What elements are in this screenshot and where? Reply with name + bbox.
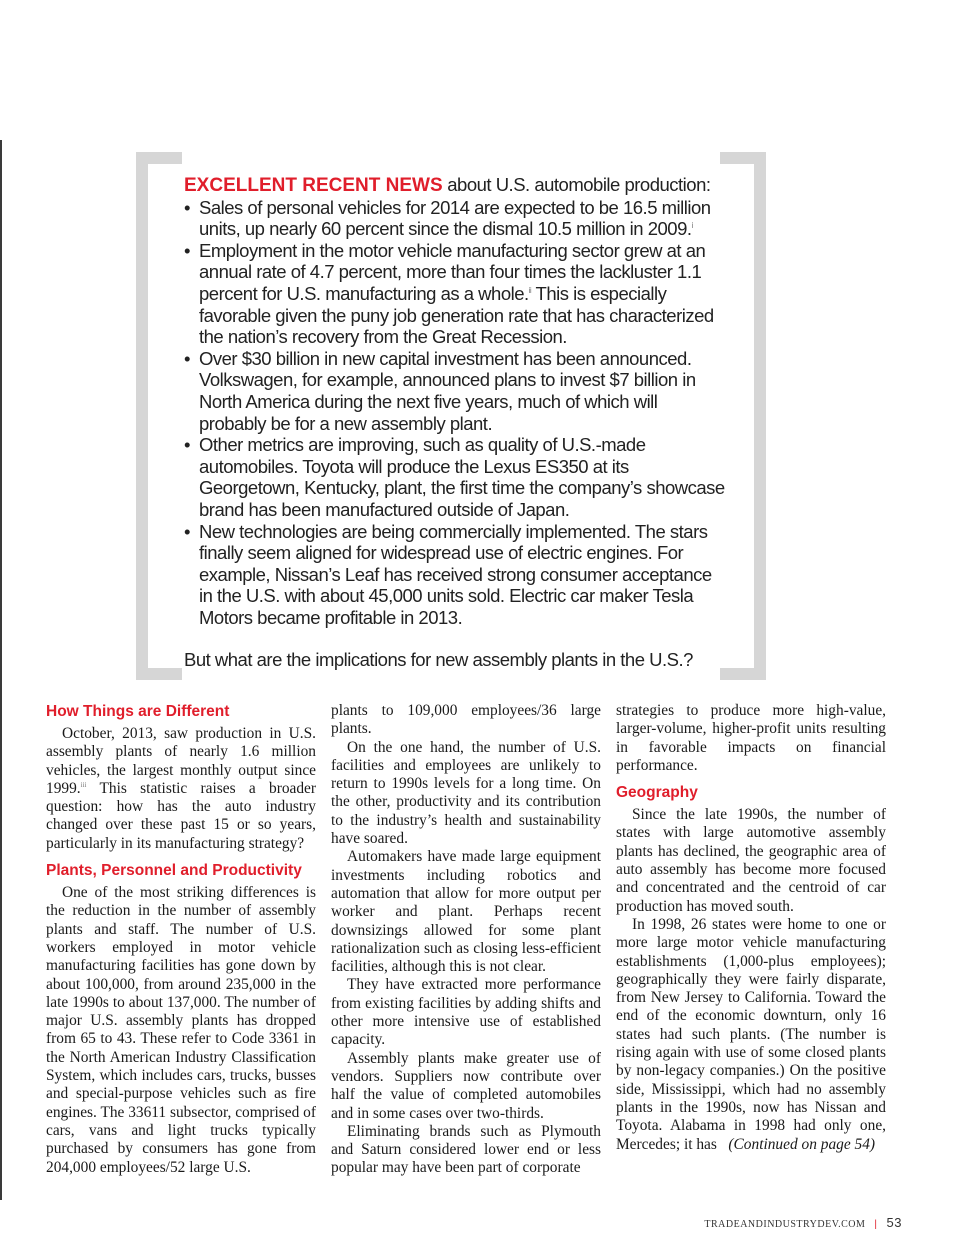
sidebar-bullet: [184, 240, 728, 348]
footer-separator: |: [874, 1219, 878, 1230]
article-paragraph-continued: strategies to produce more high-value, larger-volume, higher-profit units resulting in favorable impacts on financial performance.: [616, 702, 886, 774]
article-paragraph: They have extracted more performance from existing facilities by adding shifts and other more intensive use of established capacity.: [331, 976, 601, 1049]
sidebar-closing-question: But what are the implications for new assembly plants in the U.S.?: [184, 649, 693, 671]
sidebar-bullet: [184, 197, 728, 240]
bullet-text: Over $30 billion in new capital investment has been announced. Volkswagen, for example, announced plans to invest $7 billion in North America during the next five years, much of which will probably be for a new assembly plant.: [199, 347, 696, 434]
page-edge-mark: [0, 140, 2, 1200]
article-column-3: [616, 702, 886, 1154]
bullet-text: New technologies are being commercially implemented. The stars finally seem aligned for widespread use of electric engines. For example, Nissan’s Leaf has received strong consumer acceptance in the U.S. with about 45,000 units sold. Electric car maker Tesla Motors became profitable in 2013.: [199, 520, 712, 628]
news-sidebar: [184, 174, 728, 671]
paragraph-text: This statistic raises a broader question: how has the auto industry changed over these past 15 or so years, particularly in its manufacturing strategy?: [46, 779, 316, 852]
sidebar-headline: [184, 174, 728, 197]
footnote-ref: ii: [528, 285, 532, 295]
paragraph-text: October, 2013, saw production in U.S. assembly plants of nearly 1.6 million vehicles, the largest monthly output since 1999.: [46, 725, 316, 797]
article-paragraph: On the one hand, the number of U.S. facilities and employees are unlikely to return to 1990s levels for a long time. On the other, productivity and its contribution to the industry’s health and sustainability have soared.: [331, 738, 601, 848]
bullet-text: Sales of personal vehicles for 2014 are expected to be 16.5 million units, up nearly 60 percent since the dismal 10.5 million in 2009.: [199, 196, 711, 240]
article-paragraph: Assembly plants make greater use of vendors. Suppliers now contribute over half the value of completed automobiles and in some cases over two-thirds.: [331, 1049, 601, 1122]
paragraph-text: In 1998, 26 states were home to one or more large motor vehicle manufacturing establishments (1,000-plus employees); geographically they were fairly disparate, from New Jersey to California. Toward the end of the economic downturn, only 16 states had such plants. (The number is rising again with use of some closed plants by non-legacy companies.) On the positive side, Mississippi, which had no assembly plants in the 1990s, now has Nissan and Toyota. Alabama in 1998 had only one, Mercedes; it has: [616, 915, 886, 1153]
article-paragraph: Automakers have made large equipment investments including robotics and automation that allow for more output per worker and plant. Perhaps recent downsizings allowed for some plant rationalization such as closing less-efficient facilities, although this is not clear.: [331, 848, 601, 976]
footnote-ref: iii: [80, 780, 87, 789]
sidebar-bullet-list: [184, 197, 728, 629]
sidebar-bullet: [184, 434, 728, 520]
page-footer: [704, 1215, 902, 1230]
sidebar-headline-text: about U.S. automobile production:: [442, 174, 711, 195]
page-number: 53: [886, 1215, 902, 1230]
article-paragraph: Since the late 1990s, the number of states with large automotive assembly plants has declined, the geographic area of auto assembly has become more focused and concentrated and the centroid of car production has moved south.: [616, 806, 886, 915]
sidebar-left-bracket: [136, 152, 182, 680]
sidebar-bullet: [184, 348, 728, 434]
section-heading-how-things-are-different: How Things are Different: [46, 703, 230, 720]
continued-on-page-note: (Continued on page 54): [728, 1135, 876, 1153]
section-heading-plants-personnel: Plants, Personnel and Productivity: [46, 862, 302, 880]
article-paragraph: Eliminating brands such as Plymouth and Saturn considered lower end or less popular may have been part of corporate: [331, 1122, 601, 1177]
bullet-text-tail: This is especially favorable given the puny job generation rate that has characterized the nation’s recovery from the Great Recession.: [199, 282, 714, 348]
sidebar-headline-highlight: EXCELLENT RECENT NEWS: [184, 175, 443, 196]
bullet-text: Employment in the motor vehicle manufacturing sector grew at an annual rate of 4.7 percent, more than four times the lackluster 1.1 percent for U.S. manufacturing as a whole.: [199, 239, 706, 304]
sidebar-bullet: [184, 521, 728, 629]
article-column-2: [331, 702, 601, 1178]
section-heading-geography: Geography: [616, 784, 698, 802]
footnote-ref: i: [691, 221, 693, 231]
footer-website: TRADEANDINDUSTRYDEV.COM: [704, 1219, 866, 1230]
article-paragraph: [46, 725, 316, 853]
article-paragraph: One of the most striking differences is the reduction in the number of assembly plants and staff. The number of U.S. workers employed in motor vehicle manufacturing facilities has gone down by about 100,000, from around 235,000 in the late 1990s to about 137,000. The number of major U.S. assembly plants has dropped from 65 to 43. These refer to Code 3361 in the North American Industry Classification System, which includes cars, trucks, busses and special-purpose vehicles such as fire engines. The 33611 subsector, comprised of cars, vans and light trucks typically purchased by consumers has gone from 204,000 employees/52 large U.S.: [46, 884, 316, 1176]
bullet-text: Other metrics are improving, such as quality of U.S.-made automobiles. Toyota will produce the Lexus ES350 at its Georgetown, Kentucky, plant, the first time the company’s showcase brand has been manufactured outside of Japan.: [199, 434, 725, 520]
article-paragraph-continued: plants to 109,000 employees/36 large plants.: [331, 702, 601, 738]
article-column-1: [46, 702, 316, 1177]
article-paragraph: [616, 916, 886, 1154]
